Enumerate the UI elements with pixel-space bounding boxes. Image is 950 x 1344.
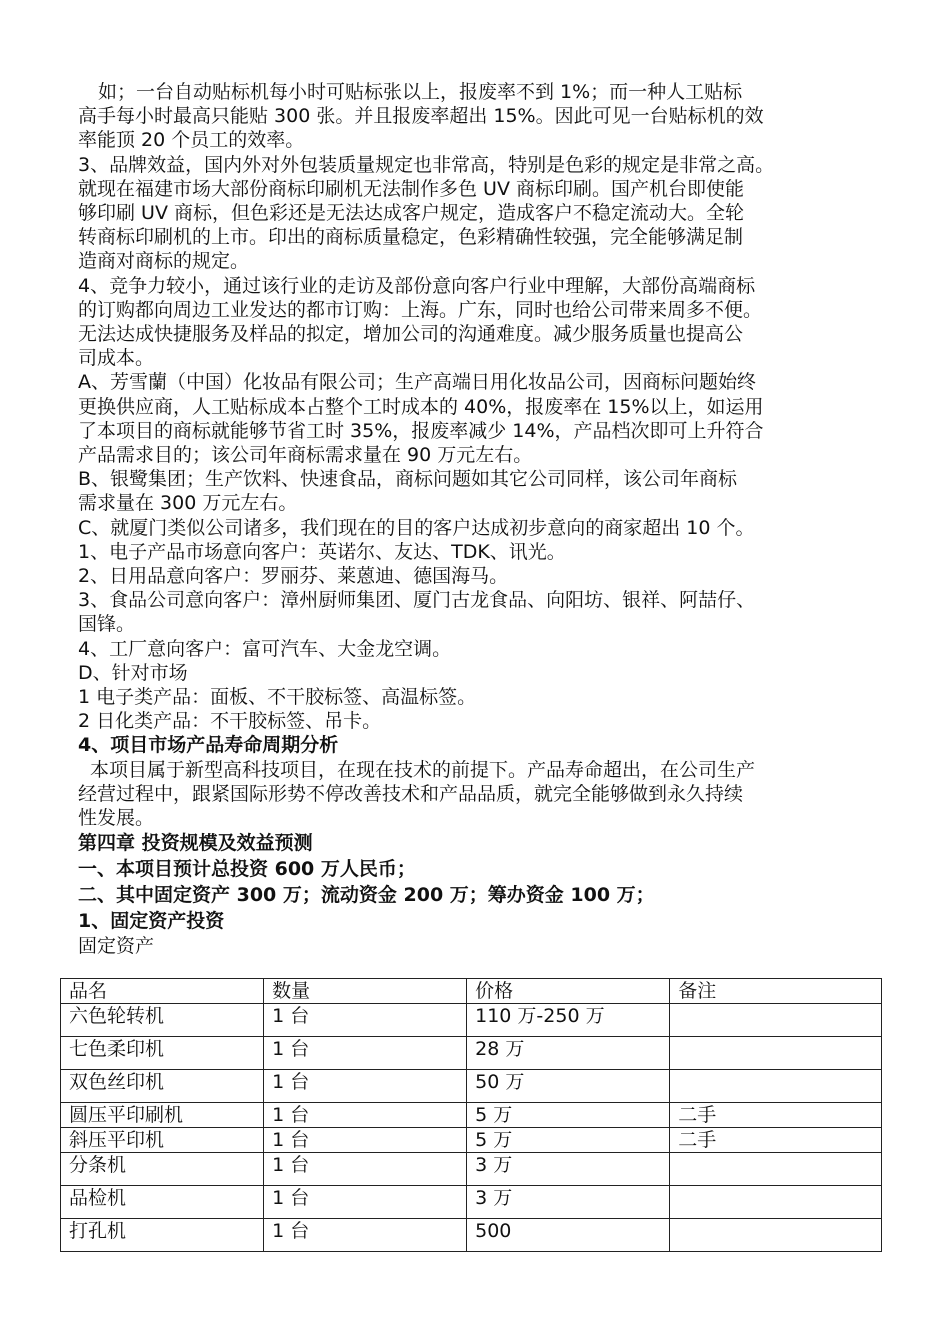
- table-cell: 1 台: [264, 1128, 467, 1153]
- paragraph-line: B、银鹭集团；生产饮料、快速食品，商标问题如其它公司同样，该公司年商标: [78, 468, 738, 491]
- paragraph-line: 产品需求目的；该公司年商标需求量在 90 万元左右。: [78, 444, 533, 467]
- paragraph-line: 性发展。: [78, 807, 155, 830]
- paragraph-line: C、就厦门类似公司诸多，我们现在的目的客户达成初步意向的商家超出 10 个。: [78, 516, 755, 539]
- table-cell: 500: [467, 1219, 670, 1252]
- paragraph-line: 就现在福建市场大部份商标印刷机无法制作多色 UV 商标印刷。国产机台即使能: [78, 177, 744, 200]
- paragraph-line: 了本项目的商标就能够节省工时 35%，报废率减少 14%，产品档次即可上升符合: [78, 419, 764, 442]
- paragraph-line: 造商对商标的规定。: [78, 250, 250, 273]
- table-cell: 1 台: [264, 1004, 467, 1037]
- table-cell: 二手: [670, 1103, 882, 1128]
- table-cell: 双色丝印机: [61, 1070, 264, 1103]
- paragraph-line: 4、竞争力较小，通过该行业的走访及部份意向客户行业中理解，大部份高端商标: [78, 274, 756, 297]
- paragraph-line: 转商标印刷机的上市。印出的商标质量稳定，色彩精确性较强，完全能够满足制: [78, 226, 744, 249]
- paragraph-line: D、针对市场: [78, 661, 188, 684]
- table-cell: 3 万: [467, 1153, 670, 1186]
- table-cell: 28 万: [467, 1037, 670, 1070]
- paragraph-line: 本项目属于新型高科技项目，在现在技术的前提下。产品寿命超出，在公司生产: [90, 758, 756, 781]
- paragraph-line: 经营过程中，跟紧国际形势不停改善技术和产品品质，就完全能够做到永久持续: [78, 782, 744, 805]
- table-row: [61, 1219, 882, 1252]
- table-row: [61, 1153, 882, 1186]
- paragraph-line: 3、食品公司意向客户：漳州厨师集团、厦门古龙食品、向阳坊、银祥、阿喆仔、: [78, 589, 756, 612]
- table-cell: [670, 1153, 882, 1186]
- table-row: [61, 1103, 882, 1128]
- table-cell: 圆压平印刷机: [61, 1103, 264, 1128]
- investment-line: 1、固定资产投资: [78, 910, 225, 933]
- header-cell: 数量: [264, 979, 467, 1004]
- table-cell: 打孔机: [61, 1219, 264, 1252]
- table-cell: 六色轮转机: [61, 1004, 264, 1037]
- table-cell: 品检机: [61, 1186, 264, 1219]
- table-cell: 分条机: [61, 1153, 264, 1186]
- table-row: [61, 1037, 882, 1070]
- paragraph-line: 够印刷 UV 商标，但色彩还是无法达成客户规定，造成客户不稳定流动大。全轮: [78, 202, 744, 225]
- table-cell: [670, 1004, 882, 1037]
- table-cell: 斜压平印机: [61, 1128, 264, 1153]
- paragraph-line: 1 电子类产品：面板、不干胶标签、高温标签。: [78, 686, 477, 709]
- paragraph-line: 国锋。: [78, 613, 136, 636]
- fixed-assets-table: [60, 978, 882, 1252]
- header-cell: 备注: [670, 979, 882, 1004]
- table-cell: 3 万: [467, 1186, 670, 1219]
- investment-line: 一、本项目预计总投资 600 万人民币；: [78, 858, 416, 881]
- table-cell: 1 台: [264, 1219, 467, 1252]
- paragraph-line: 的订购都向周边工业发达的都市订购：上海。广东，同时也给公司带来周多不便。: [78, 298, 763, 321]
- table-row: [61, 1070, 882, 1103]
- table-cell: [670, 1186, 882, 1219]
- table-cell: 5 万: [467, 1103, 670, 1128]
- paragraph-line: 如；一台自动贴标机每小时可贴标张以上，报废率不到 1%；而一种人工贴标: [98, 81, 743, 103]
- document-body: [78, 80, 890, 958]
- paragraph-line: 无法达成快捷服务及样品的拟定，增加公司的沟通难度。减少服务质量也提高公: [78, 323, 744, 346]
- paragraph-line: 更换供应商，人工贴标成本占整个工时成本的 40%，报废率在 15%以上，如运用: [78, 395, 764, 418]
- table-cell: 110 万-250 万: [467, 1004, 670, 1037]
- table-cell: 1 台: [264, 1037, 467, 1070]
- paragraph-line: 高手每小时最高只能贴 300 张。并且报废率超出 15%。因此可见一台贴标机的效: [78, 105, 764, 128]
- table-cell: 1 台: [264, 1070, 467, 1103]
- paragraph-line: 司成本。: [78, 347, 155, 370]
- table-cell: 1 台: [264, 1103, 467, 1128]
- table-cell: 二手: [670, 1128, 882, 1153]
- paragraph-line: 4、工厂意向客户：富可汽车、大金龙空调。: [78, 637, 452, 660]
- paragraph-line: 需求量在 300 万元左右。: [78, 492, 298, 515]
- table-cell: 50 万: [467, 1070, 670, 1103]
- paragraph-line: 1、电子产品市场意向客户：英诺尔、友达、TDK、讯光。: [78, 540, 566, 563]
- table-row: [61, 1004, 882, 1037]
- paragraph-line: 2、日用品意向客户：罗丽芬、莱蒽迪、德国海马。: [78, 565, 509, 588]
- table-cell: 七色柔印机: [61, 1037, 264, 1070]
- table-cell: 5 万: [467, 1128, 670, 1153]
- paragraph-line: 3、品牌效益，国内外对外包装质量规定也非常高，特别是色彩的规定是非常之高。: [78, 153, 775, 176]
- investment-line: 二、其中固定资产 300 万；流动资金 200 万；筹办资金 100 万；: [78, 884, 655, 907]
- table-header-row: [61, 979, 882, 1004]
- table-row: [61, 1186, 882, 1219]
- table-row: [61, 1128, 882, 1153]
- table-cell: [670, 1219, 882, 1252]
- table-cell: 1 台: [264, 1186, 467, 1219]
- table-cell: [670, 1037, 882, 1070]
- table-cell: [670, 1070, 882, 1103]
- header-cell: 价格: [467, 979, 670, 1004]
- table-cell: 1 台: [264, 1153, 467, 1186]
- header-cell: 品名: [61, 979, 264, 1004]
- paragraph-line: 2 日化类产品：不干胶标签、吊卡。: [78, 710, 382, 733]
- chapter-title: 第四章 投资规模及效益预测: [78, 832, 313, 855]
- paragraph-line: 率能顶 20 个员工的效率。: [78, 129, 305, 152]
- section-heading-lifecycle: 4、项目市场产品寿命周期分析: [78, 734, 339, 757]
- paragraph-line: A、芳雪蘭（中国）化妆品有限公司；生产高端日用化妆品公司，因商标问题始终: [78, 371, 756, 394]
- table-caption: 固定资产: [78, 935, 155, 958]
